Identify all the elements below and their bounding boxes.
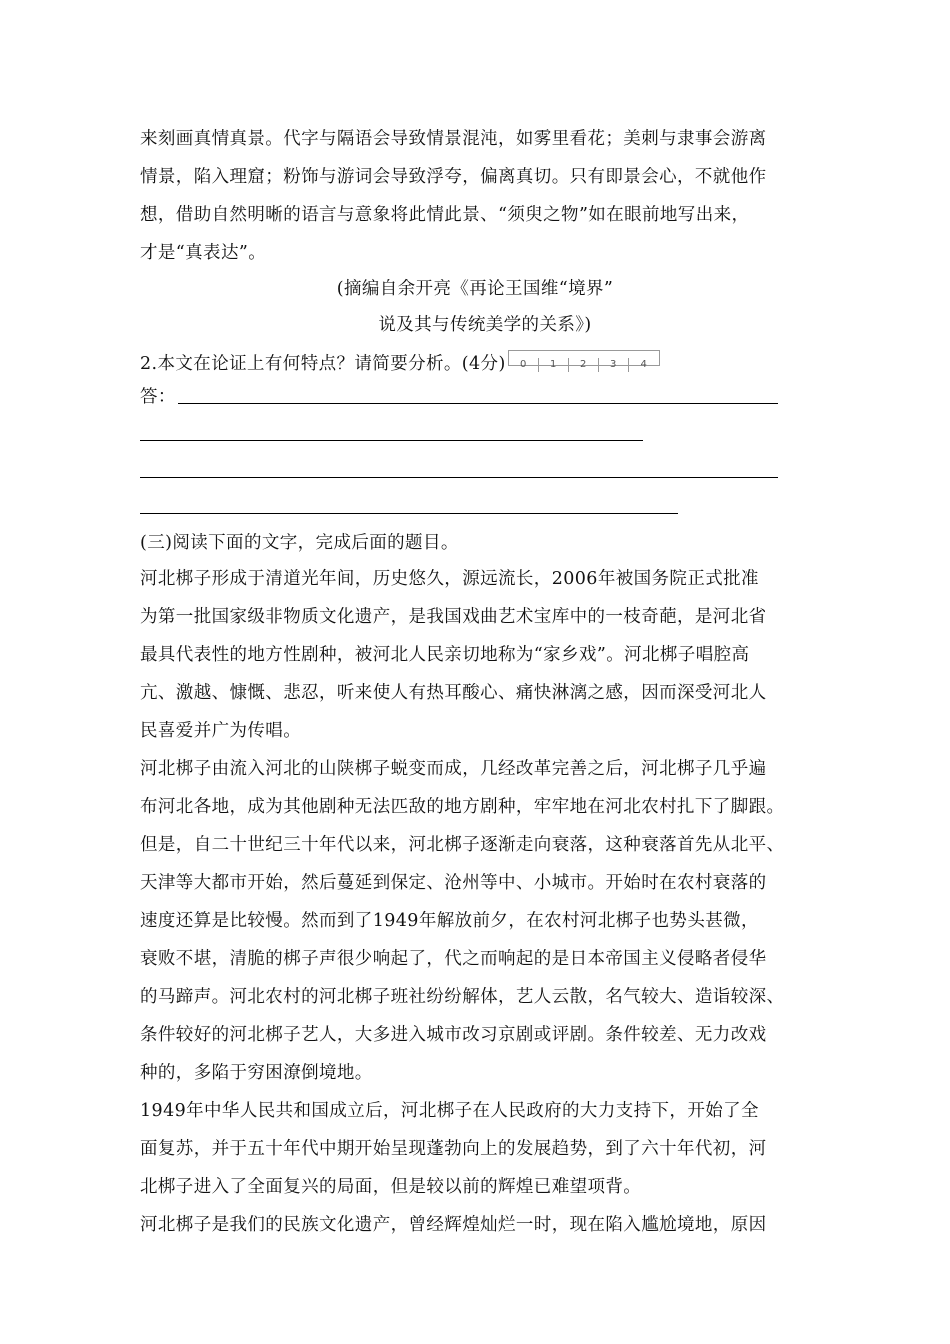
score-option-0[interactable]: 0	[509, 358, 539, 372]
section3-line: 最具代表性的地方性剧种，被河北人民亲切地称为“家乡戏”。河北梆子唱腔高	[140, 645, 750, 665]
section3-line: 河北梆子形成于清道光年间，历史悠久，源远流长，2006年被国务院正式批准	[140, 569, 759, 589]
section3-line: 种的，多陷于穷困潦倒境地。	[140, 1063, 373, 1083]
score-box[interactable]	[508, 350, 660, 370]
question-2-text: 2.本文在论证上有何特点？请简要分析。(4分)	[140, 354, 506, 374]
section3-line: 亢、激越、慷慨、悲忍，听来使人有热耳酸心、痛快淋漓之感，因而深受河北人	[140, 683, 767, 703]
section3-line: 的马蹄声。河北农村的河北梆子班社纷纷解体，艺人云散，名气较大、造诣较深、	[140, 987, 785, 1007]
section3-line: 河北梆子由流入河北的山陕梆子蜕变而成，几经改革完善之后，河北梆子几乎遍	[140, 759, 767, 779]
source-citation-line1: (摘编自余开亮《再论王国维“境界”	[336, 279, 614, 299]
answer-label: 答：	[140, 387, 176, 407]
answer-line[interactable]	[140, 477, 778, 478]
passage-line: 才是“真表达”。	[140, 243, 267, 263]
section3-line: 民喜爱并广为传唱。	[140, 721, 302, 741]
score-option-2[interactable]: 2	[569, 358, 599, 372]
section3-line: 衰败不堪，清脆的梆子声很少响起了，代之而响起的是日本帝国主义侵略者侵华	[140, 949, 767, 969]
section3-line: 面复苏，并于五十年代中期开始呈现蓬勃向上的发展趋势，到了六十年代初，河	[140, 1139, 767, 1159]
section3-line: 天津等大都市开始，然后蔓延到保定、沧州等中、小城市。开始时在农村衰落的	[140, 873, 767, 893]
passage-line: 想，借助自然明晰的语言与意象将此情此景、“须臾之物”如在眼前地写出来，	[140, 205, 750, 225]
answer-line[interactable]	[140, 440, 643, 441]
section3-line: 1949年中华人民共和国成立后，河北梆子在人民政府的大力支持下，开始了全	[140, 1101, 759, 1121]
section3-line: 北梆子进入了全面复兴的局面，但是较以前的辉煌已难望项背。	[140, 1177, 642, 1197]
section3-line: 布河北各地，成为其他剧种无法匹敌的地方剧种，牢牢地在河北农村扎下了脚跟。	[140, 797, 785, 817]
question-2	[140, 350, 660, 375]
section3-line: 条件较好的河北梆子艺人，大多进入城市改习京剧或评剧。条件较差、无力改戏	[140, 1025, 767, 1045]
score-option-3[interactable]: 3	[599, 358, 629, 372]
source-citation-line2: 说及其与传统美学的关系》)	[378, 315, 592, 335]
passage-line: 来刻画真情真景。代字与隔语会导致情景混沌，如雾里看花；美刺与隶事会游离	[140, 129, 767, 149]
section3-line: 速度还算是比较慢。然而到了1949年解放前夕，在农村河北梆子也势头甚微，	[140, 911, 759, 931]
section3-line: 河北梆子是我们的民族文化遗产，曾经辉煌灿烂一时，现在陷入尴尬境地，原因	[140, 1215, 767, 1235]
section3-line: 但是，自二十世纪三十年代以来，河北梆子逐渐走向衰落，这种衰落首先从北平、	[140, 835, 785, 855]
score-option-1[interactable]: 1	[539, 358, 569, 372]
answer-line[interactable]	[140, 513, 678, 514]
section-3-heading: (三)阅读下面的文字，完成后面的题目。	[140, 533, 459, 553]
passage-line: 情景，陷入理窟；粉饰与游词会导致浮夸，偏离真切。只有即景会心，不就他作	[140, 167, 767, 187]
answer-line[interactable]	[178, 403, 778, 404]
score-option-4[interactable]: 4	[640, 359, 647, 370]
section3-line: 为第一批国家级非物质文化遗产，是我国戏曲艺术宝库中的一枝奇葩，是河北省	[140, 607, 767, 627]
